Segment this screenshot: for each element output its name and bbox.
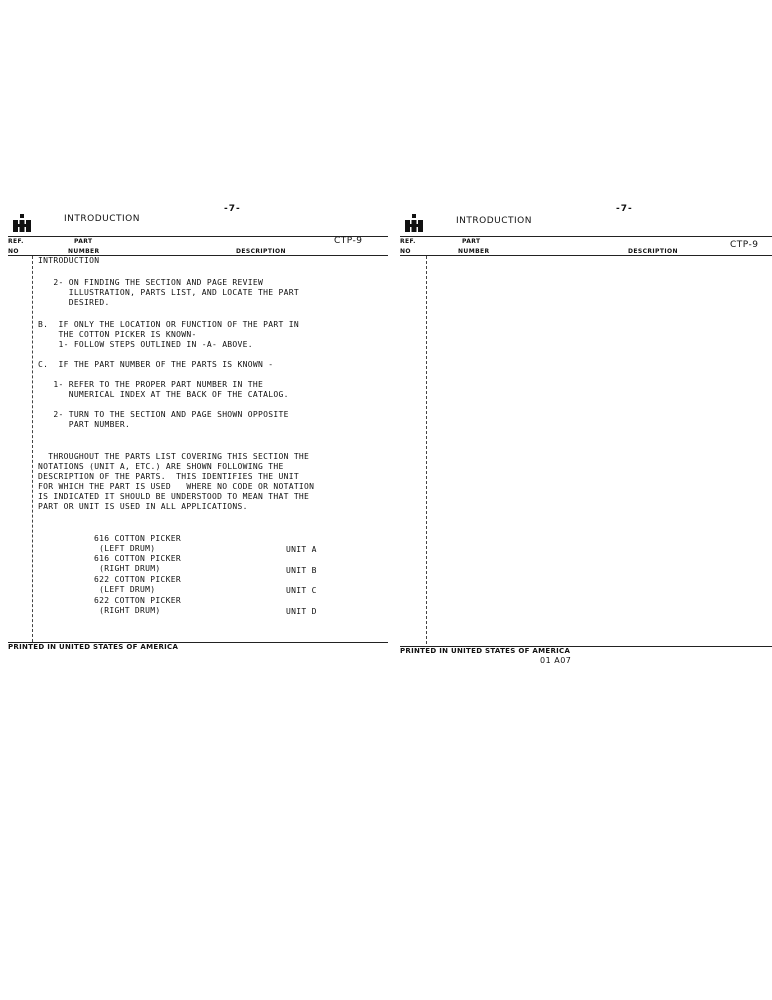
description-label: DESCRIPTION [628, 248, 678, 255]
unit-model: 616 COTTON PICKER [94, 534, 181, 543]
paragraph-c1: 1- REFER TO THE PROPER PART NUMBER IN THE NUMERICAL INDEX AT THE BACK OF THE CATALOG. [53, 380, 289, 399]
column-divider [32, 256, 33, 642]
no-label: NO [8, 248, 19, 255]
catalog-code: CTP-9 [334, 236, 363, 246]
catalog-code: CTP-9 [730, 240, 759, 250]
unit-side: (LEFT DRUM) [94, 544, 156, 553]
footer-printed: PRINTED IN UNITED STATES OF AMERICA [400, 647, 571, 655]
unit-code: UNIT A [286, 545, 317, 554]
header-rule-top [8, 236, 388, 237]
part-label: PART [462, 238, 481, 245]
right-page [400, 200, 772, 670]
description-label: DESCRIPTION [236, 248, 286, 255]
unit-side: (RIGHT DRUM) [94, 564, 161, 573]
unit-code: UNIT D [286, 607, 317, 616]
unit-model: 622 COTTON PICKER [94, 575, 181, 584]
unit-model: 622 COTTON PICKER [94, 596, 181, 605]
paragraph-c: C. IF THE PART NUMBER OF THE PARTS IS KNOWN - [38, 360, 274, 369]
ih-logo-icon [12, 214, 32, 232]
paragraph-a2: 2- ON FINDING THE SECTION AND PAGE REVIEW ILLUSTRATION, PARTS LIST, AND LOCATE THE PART DESIRED. [53, 278, 299, 307]
ih-logo-icon [404, 214, 424, 232]
section-title: INTRODUCTION [64, 214, 140, 224]
paragraph-c2: 2- TURN TO THE SECTION AND PAGE SHOWN OPPOSITE PART NUMBER. [53, 410, 289, 429]
footer-printed: PRINTED IN UNITED STATES OF AMERICA [8, 643, 179, 651]
paragraph-b: B. IF ONLY THE LOCATION OR FUNCTION OF THE PART IN THE COTTON PICKER IS KNOWN- 1- FOLLOW STEPS OUTLINED IN -A- ABOVE. [38, 320, 299, 349]
number-label: NUMBER [68, 248, 100, 255]
unit-code: UNIT C [286, 586, 317, 595]
paragraph-notations: THROUGHOUT THE PARTS LIST COVERING THIS SECTION THE NOTATIONS (UNIT A, ETC.) ARE SHOWN FOLLOWING THE DESCRIPTION OF THE PARTS. THIS IDENTIFIES THE UNIT FOR WHICH THE PART IS USED WHERE NO CODE OR NOTATION IS INDICATED IT SHOULD BE UNDERSTOOD TO MEAN THAT THE PART OR UNIT IS USED IN ALL APPLICATIONS. [38, 452, 315, 511]
page-number: -7- [224, 204, 241, 214]
number-label: NUMBER [458, 248, 490, 255]
unit-side: (RIGHT DRUM) [94, 606, 161, 615]
column-header [400, 236, 772, 256]
page-number: -7- [616, 204, 633, 214]
unit-model: 616 COTTON PICKER [94, 554, 181, 563]
ref-label: REF. [400, 238, 416, 245]
section-title: INTRODUCTION [456, 216, 532, 226]
ref-label: REF. [8, 238, 24, 245]
body-heading: INTRODUCTION [38, 256, 100, 265]
unit-side: (LEFT DRUM) [94, 585, 156, 594]
left-page [8, 200, 388, 670]
footer-catalog-code: 01 A07 [540, 656, 572, 665]
header-rule-bottom [400, 255, 772, 256]
column-header [8, 236, 388, 256]
header-rule-top [400, 236, 772, 237]
part-label: PART [74, 238, 93, 245]
column-divider [426, 256, 427, 644]
no-label: NO [400, 248, 411, 255]
unit-code: UNIT B [286, 566, 317, 575]
